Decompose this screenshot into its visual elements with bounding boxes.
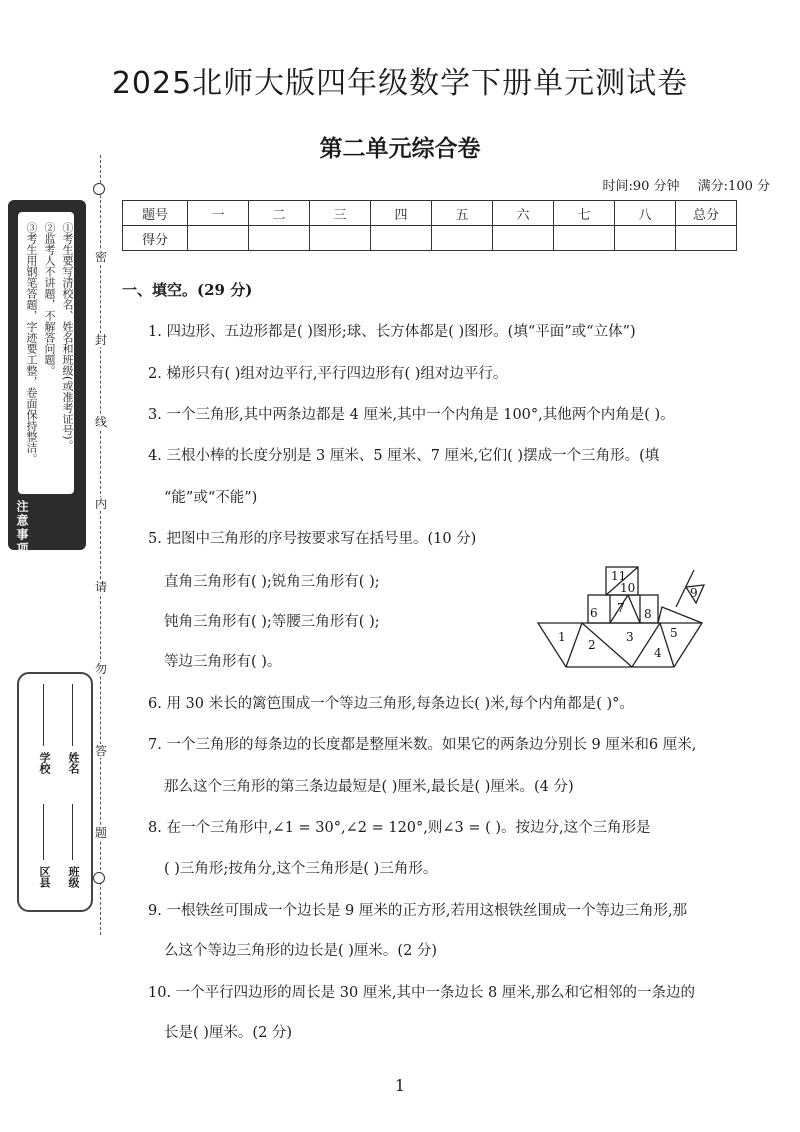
- seal-char: 封: [95, 333, 108, 347]
- triangle-label: 4: [654, 646, 662, 660]
- table-cell: 八: [615, 201, 676, 226]
- triangle-label: 2: [588, 638, 596, 652]
- student-info-box: [17, 672, 93, 912]
- notice-item: ①考生要写清校名、姓名和班级(或准考证号)。: [61, 222, 74, 451]
- seal-char: 内: [95, 497, 108, 511]
- table-cell: 得分: [123, 226, 188, 251]
- triangle-label: 1: [558, 630, 566, 644]
- question-3: 3. 一个三角形,其中两条边都是 4 厘米,其中一个内角是 100°,其他两个内角是( )。: [148, 407, 675, 423]
- triangle-label: 7: [617, 601, 625, 615]
- question-10: 10. 一个平行四边形的周长是 30 厘米,其中一条边长 8 厘米,那么和它相邻的一条边的: [148, 985, 695, 1001]
- district-label: 区县: [38, 866, 51, 888]
- table-cell: 总分: [676, 201, 737, 226]
- school-label: 学校: [38, 752, 51, 774]
- score-cell[interactable]: [676, 226, 737, 251]
- score-cell[interactable]: [432, 226, 493, 251]
- question-4-cont: “能”或“不能”): [164, 490, 258, 506]
- triangle-label: 9: [690, 586, 698, 600]
- question-5: 5. 把图中三角形的序号按要求写在括号里。(10 分): [148, 531, 477, 547]
- table-cell: 七: [554, 201, 615, 226]
- page-number: 1: [394, 1076, 406, 1095]
- score-cell[interactable]: [249, 226, 310, 251]
- question-1: 1. 四边形、五边形都是( )图形;球、长方体都是( )图形。(填“平面”或“立体”): [148, 324, 636, 340]
- question-9-cont: 么这个等边三角形的边长是( )厘米。(2 分): [164, 943, 438, 959]
- score-cell[interactable]: [371, 226, 432, 251]
- question-9: 9. 一根铁丝可围成一个边长是 9 厘米的正方形,若用这根铁丝围成一个等边三角形,那: [148, 903, 688, 919]
- seal-char: 勿: [95, 662, 108, 676]
- class-field-line[interactable]: [72, 804, 73, 860]
- binding-dashed-line: [100, 155, 101, 935]
- question-2: 2. 梯形只有( )组对边平行,平行四边形有( )组对边平行。: [148, 366, 508, 382]
- question-5-a3: 等边三角形有( )。: [164, 654, 282, 670]
- score-cell[interactable]: [554, 226, 615, 251]
- section-title: 一、填空。(29 分): [122, 281, 253, 299]
- seal-char: 答: [95, 744, 108, 758]
- time-score-line: [598, 175, 770, 194]
- seal-char: 密: [95, 250, 108, 264]
- score-cell[interactable]: [310, 226, 371, 251]
- question-7-cont: 那么这个三角形的第三条边最短是( )厘米,最长是( )厘米。(4 分): [164, 779, 574, 795]
- question-5-a2: 钝角三角形有( );等腰三角形有( );: [164, 614, 380, 630]
- notice-title: 注意事项: [15, 500, 29, 556]
- triangle-label: 8: [644, 607, 652, 621]
- question-8: 8. 在一个三角形中,∠1 = 30°,∠2 = 120°,则∠3 = ( )。按边分,这个三角形是: [148, 820, 651, 836]
- score-table: [122, 200, 737, 251]
- time-label: 时间:90 分钟: [602, 179, 680, 194]
- name-field-line[interactable]: [72, 684, 73, 746]
- triangle-label: 6: [590, 606, 598, 620]
- table-cell: 四: [371, 201, 432, 226]
- table-cell: 一: [188, 201, 249, 226]
- triangle-label: 3: [626, 630, 634, 644]
- score-cell[interactable]: [188, 226, 249, 251]
- full-score-label: 满分:100 分: [697, 179, 770, 194]
- seal-char: 线: [95, 415, 108, 429]
- question-6: 6. 用 30 米长的篱笆围成一个等边三角形,每条边长( )米,每个内角都是( )°。: [148, 696, 634, 712]
- question-4: 4. 三根小棒的长度分别是 3 厘米、5 厘米、7 厘米,它们( )摆成一个三角形。(填: [148, 448, 660, 464]
- page-title: 2025北师大版四年级数学下册单元测试卷: [111, 66, 689, 101]
- question-8-cont: ( )三角形;按角分,这个三角形是( )三角形。: [164, 861, 438, 877]
- table-cell: 二: [249, 201, 310, 226]
- binding-hole-icon: [93, 183, 105, 195]
- table-cell: 三: [310, 201, 371, 226]
- triangle-label: 10: [620, 581, 636, 595]
- table-row: [123, 201, 737, 226]
- ship-bow-triangle: [658, 607, 702, 623]
- table-cell: 五: [432, 201, 493, 226]
- class-label: 班级: [67, 866, 80, 888]
- triangle-label: 11: [611, 569, 627, 583]
- triangle-label: 5: [670, 626, 678, 640]
- score-cell[interactable]: [615, 226, 676, 251]
- district-field-line[interactable]: [43, 804, 44, 860]
- score-cell[interactable]: [493, 226, 554, 251]
- question-5-a1: 直角三角形有( );锐角三角形有( );: [164, 574, 380, 590]
- seal-char: 请: [95, 580, 108, 594]
- table-cell: 六: [493, 201, 554, 226]
- seal-char: 题: [95, 826, 108, 840]
- table-cell: 题号: [123, 201, 188, 226]
- question-10-cont: 长是( )厘米。(2 分): [164, 1025, 293, 1041]
- binding-hole-icon: [93, 872, 105, 884]
- triangle-ship-figure: [536, 565, 716, 670]
- name-label: 姓名: [67, 752, 80, 774]
- notice-item: ③考生用钢笔答题，字迹要工整，卷面保持整洁。: [25, 222, 38, 464]
- question-7: 7. 一个三角形的每条边的长度都是整厘米数。如果它的两条边分别长 9 厘米和6 厘米,: [148, 737, 697, 753]
- school-field-line[interactable]: [43, 684, 44, 746]
- table-row: [123, 226, 737, 251]
- notice-item: ②监考人不讲题，不解答问题。: [43, 222, 56, 376]
- unit-title: 第二单元综合卷: [319, 136, 481, 162]
